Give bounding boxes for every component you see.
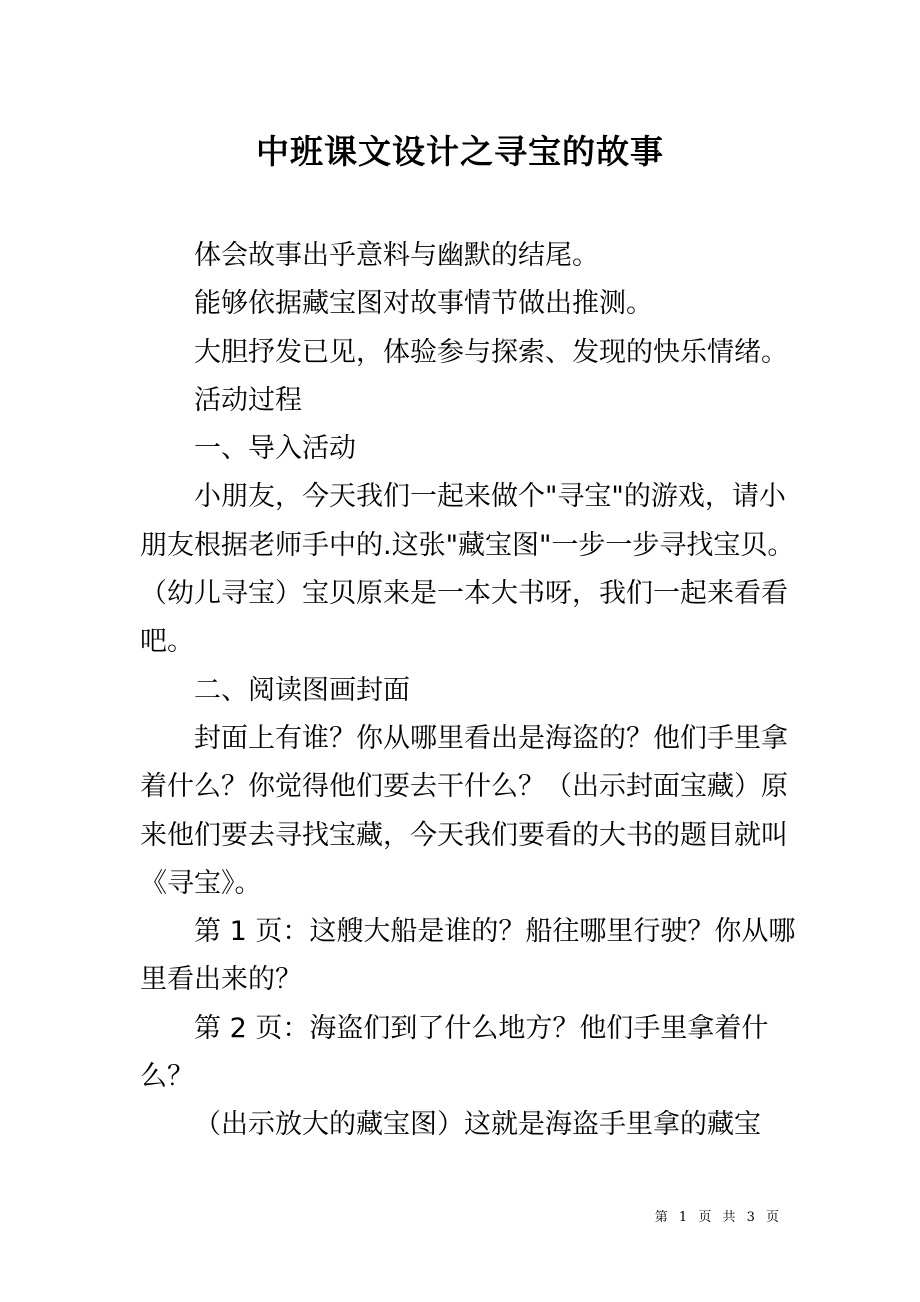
paragraph: 封面上有谁？你从哪里看出是海盗的？他们手里拿着什么？你觉得他们要去干什么？（出示封面宝藏）原来他们要去寻找宝藏，今天我们要看的大书的题目就叫《寻宝》。: [140, 722, 788, 899]
document-body: [140, 232, 805, 1150]
paragraph: 体会故事出乎意料与幽默的结尾。: [194, 240, 599, 271]
paragraph: 第 1 页：这艘大船是谁的？船往哪里行驶？你从哪里看出来的？: [140, 916, 796, 996]
paragraph: 小朋友，今天我们一起来做个"寻宝"的游戏，请小朋友根据老师手中的.这张"藏宝图"一步一步寻找宝贝。（幼儿寻宝）宝贝原来是一本大书呀，我们一起来看看吧。: [140, 481, 795, 658]
paragraph: 第 2 页：海盗们到了什么地方？他们手里拿着什么？: [140, 1012, 769, 1093]
section-heading: 二、阅读图画封面: [194, 674, 410, 706]
paragraph: （出示放大的藏宝图）这就是海盗手里拿的藏宝: [194, 1109, 761, 1141]
paragraph: 能够依据藏宝图对故事情节做出推测。: [194, 288, 653, 320]
page-number-footer: 第 1 页 共 3 页: [654, 1210, 781, 1225]
section-heading: 活动过程: [194, 384, 302, 416]
page-title: 中班课文设计之寻宝的故事: [256, 132, 664, 171]
section-heading: 一、导入活动: [194, 433, 356, 465]
paragraph: 大胆抒发已见，体验参与探索、发现的快乐情绪。: [194, 336, 788, 368]
